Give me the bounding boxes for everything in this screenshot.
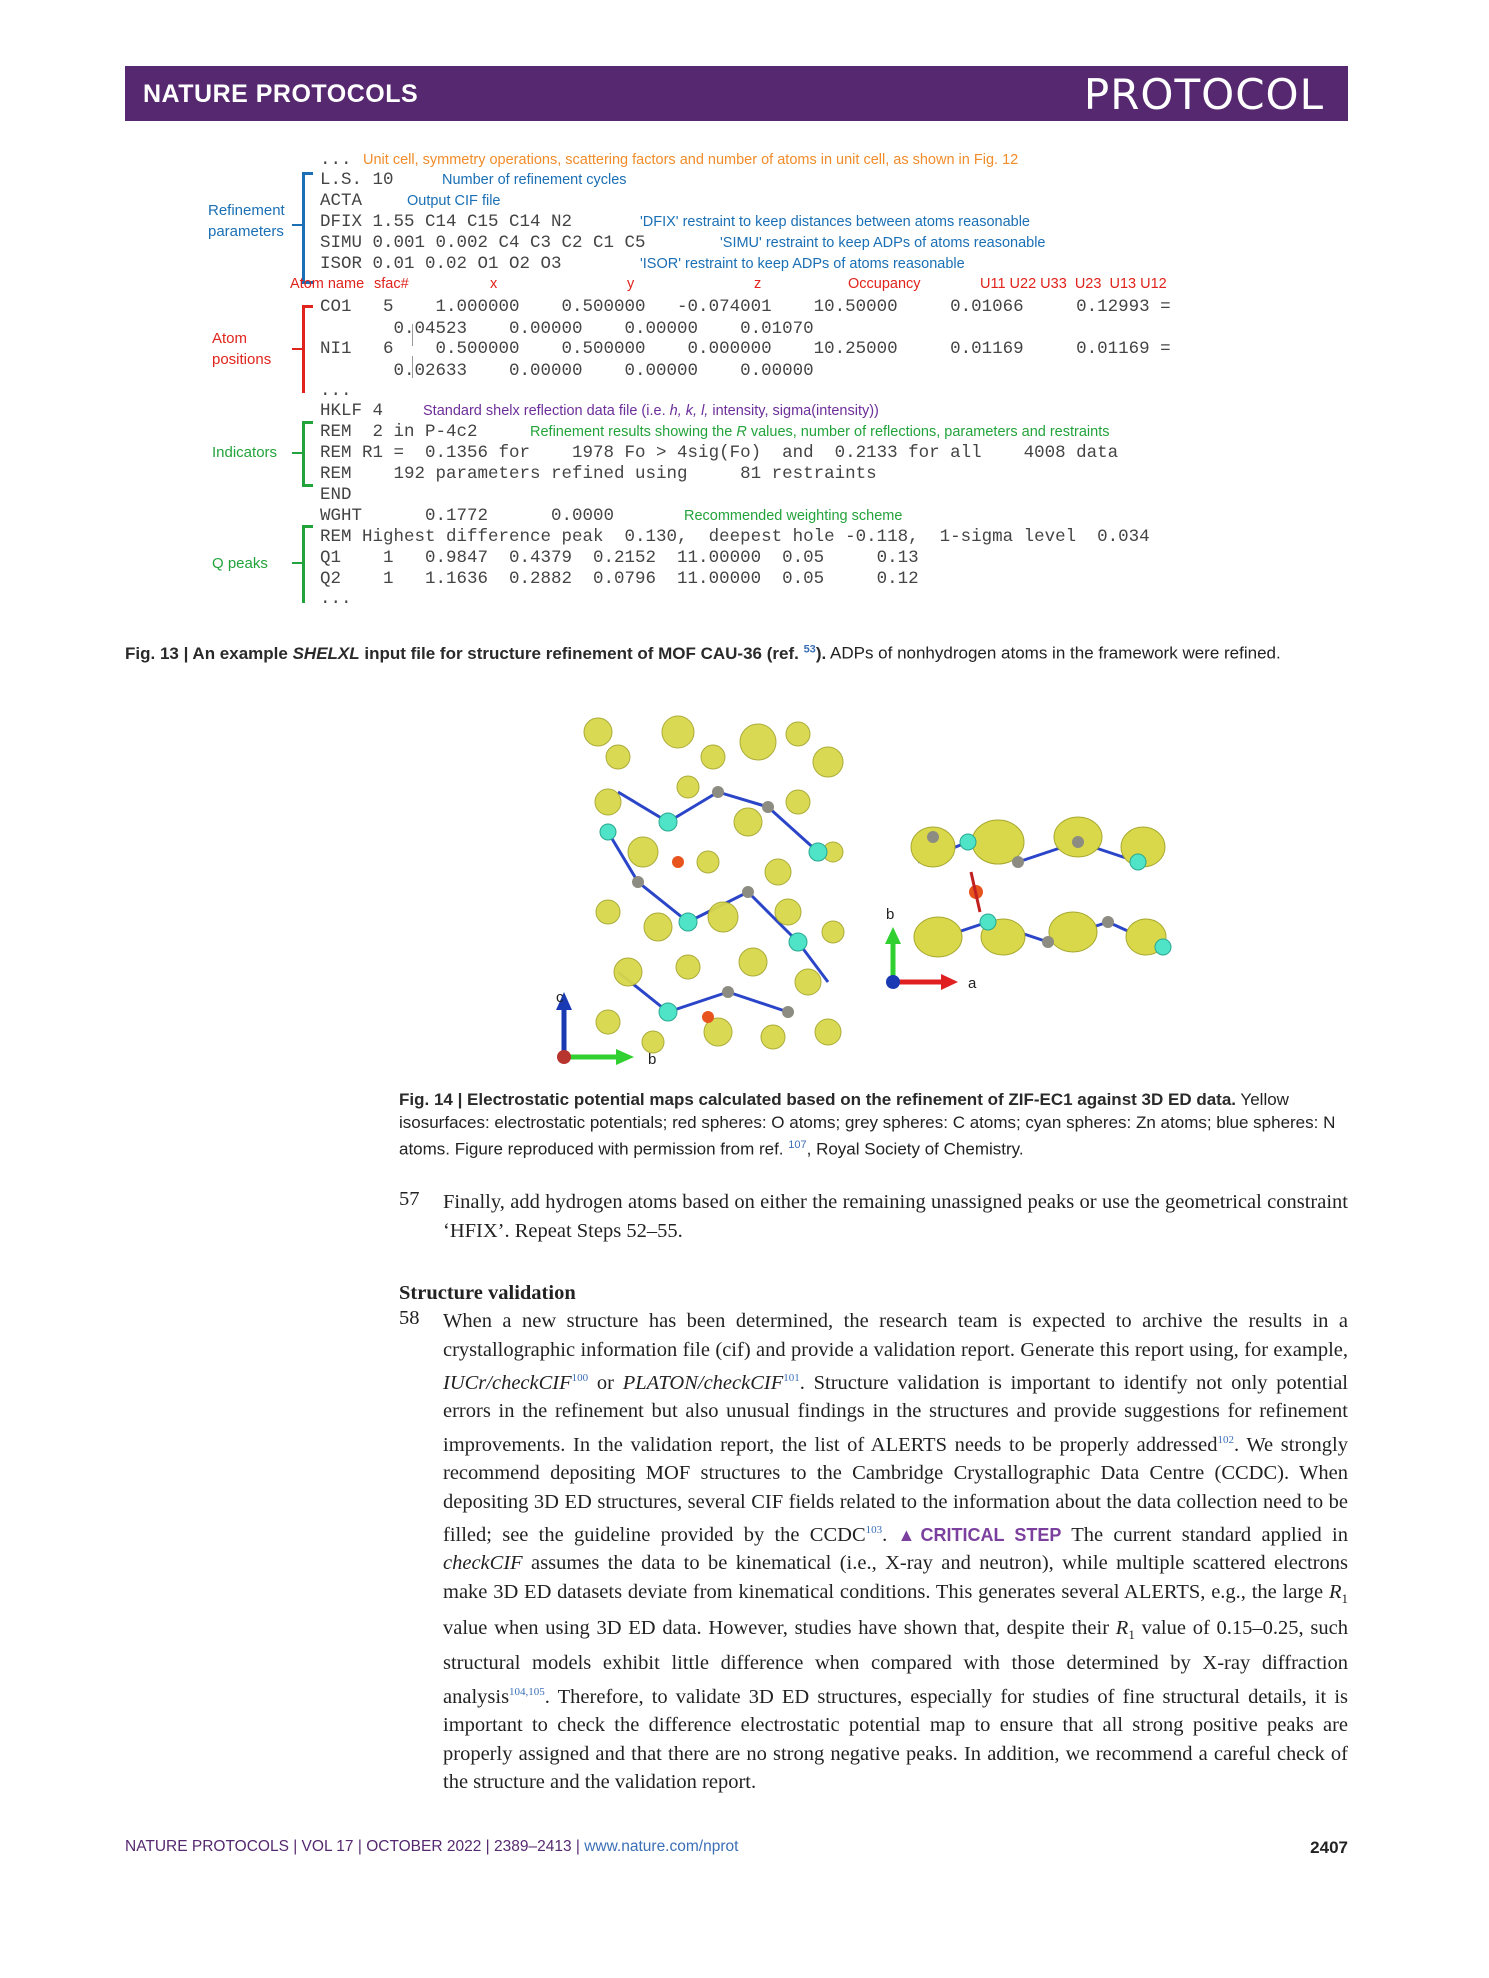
code-line-qpeak: Q1 1 0.9847 0.4379 0.2152 11.00000 0.05 0.13 [320, 548, 919, 568]
column-header-y: y [627, 276, 635, 292]
code-line: REM 192 parameters refined using 81 restraints [320, 464, 877, 484]
code-line: L.S. 10 [320, 170, 394, 190]
figure-13-shelxl-listing [0, 0, 1489, 640]
code-line: ... [320, 589, 352, 609]
axis-label-c: c [556, 989, 564, 1006]
annotation-refinement-results: Refinement results showing the R values, number of reflections, parameters and restraints [530, 424, 1110, 440]
code-line-qpeak: Q2 1 1.1636 0.2882 0.0796 11.00000 0.05 0.12 [320, 569, 919, 589]
column-header-z: z [754, 276, 762, 292]
group-label-q-peaks: Q peaks [212, 555, 268, 572]
bracket-tick-qpeaks [292, 562, 302, 564]
axis-label-a: a [968, 975, 977, 992]
column-header-x: x [490, 276, 498, 292]
critical-step-label: ▲CRITICAL STEP [897, 1524, 1062, 1545]
step-57-text: Finally, add hydrogen atoms based on either the remaining unassigned peaks or use the geometrical constraint ‘HFIX’. Repeat Steps 52–55. [443, 1191, 1348, 1242]
annotation: 'ISOR' restraint to keep ADPs of atoms reasonable [640, 256, 965, 272]
page-footer [125, 1838, 1348, 1856]
step-number: 58 [399, 1307, 420, 1329]
code-line: REM Highest difference peak 0.130, deepest hole -0.118, 1-sigma level 0.034 [320, 527, 1150, 547]
figure-14-electrostatic-maps [548, 712, 1368, 1082]
figure-13-caption: Fig. 13 | An example SHELXL input file for structure refinement of MOF CAU-36 (ref. $^{53}$). ADPs of nonhydrogen atoms in the framework were refined. [125, 643, 1281, 663]
column-header-atom-name: Atom name [290, 276, 365, 292]
annotation: Number of refinement cycles [442, 172, 627, 188]
axis-label-b: b [886, 906, 895, 923]
column-header-occupancy: Occupancy [848, 276, 921, 292]
step-58-text: When a new structure has been determined, the research team is expected to archive the results in a crystallographic information file (cif) and provide a validation report. Generate this report using, for example, IUCr/checkCIF$^{100}$ or PLATON/checkCIF$^{101}$. Structure validation is important to identify not only potential errors in the refinement but also unusual findings in the structures and provide suggestions for refinement improvements. In the validation report, the list of ALERTS needs to be properly addressed$^{102}$. We strongly recommend depositing MOF structures to the Cambridge Crystallographic Data Centre (CCDC). When depositing 3D ED structures, several CIF fields related to the information about the data collection need to be filled; see the guideline provided by the CCDC$^{103}$. ▲CRITICAL STEP The current standard applied in checkCIF assumes the data to be kinematical (i.e., X-ray and neutron), while multiple scattered electrons make 3D ED datasets deviate from kinematical conditions. This generates several ALERTS, e.g., the large $R_1$ value when using 3D ED data. However, studies have shown that, despite their $R_1$ value of 0.15–0.25, such structural models exhibit little difference when compared with those determined by X-ray diffraction analysis$^{104,105}$. Therefore, to validate 3D ED structures, especially for studies of fine structural details, it is important to check the difference electrostatic potential map to ensure that all strong positive peaks are properly assigned and that there are no strong negative peaks. In addition, we recommend a careful check of the structure and the validation report. [443, 1310, 1349, 1793]
bracket-tick-atom [292, 348, 302, 350]
footer-citation: NATURE PROTOCOLS | VOL 17 | OCTOBER 2022 | 2389–2413 | [125, 1838, 585, 1855]
annotation: 'SIMU' restraint to keep ADPs of atoms reasonable [720, 235, 1046, 251]
code-line-atom-cont: 0.02633 0.00000 0.00000 0.00000 [320, 361, 814, 381]
code-line: WGHT 0.1772 0.0000 [320, 506, 615, 526]
code-line: DFIX 1.55 C14 C15 C14 N2 [320, 212, 573, 232]
bracket-q-peaks [302, 525, 313, 603]
code-line: SIMU 0.001 0.002 C4 C3 C2 C1 C5 [320, 233, 646, 253]
group-label-indicators: Indicators [212, 444, 278, 461]
article-type: PROTOCOL [1083, 70, 1324, 119]
bracket-tick-refinement [292, 224, 302, 226]
figure-14-caption: Fig. 14 | Electrostatic potential maps calculated based on the refinement of ZIF-EC1 against 3D ED data. Yellow isosurfaces: electrostatic potentials; red spheres: O atoms; grey spheres: C atoms; cyan spheres: Zn atoms; blue spheres: N atoms. Figure reproduced with permission from ref. $^{107}$, Royal Society of Chemistry. [399, 1090, 1336, 1159]
column-header-sfac: sfac# [374, 276, 409, 292]
axis-label-b: b [648, 1051, 657, 1068]
journal-name: NATURE PROTOCOLS [143, 80, 419, 108]
bracket-atom-positions [302, 305, 313, 393]
footer-url[interactable]: www.nature.com/nprot [584, 1838, 739, 1855]
code-line: REM 2 in P-4c2 [320, 422, 478, 442]
page-number: 2407 [1310, 1838, 1348, 1857]
bracket-tick-indicators [292, 452, 302, 454]
code-line: ACTA [320, 191, 363, 211]
group-label-atom-positions: Atom positions [212, 330, 272, 368]
annotation-weighting: Recommended weighting scheme [684, 508, 903, 524]
bracket-refinement [302, 172, 313, 284]
code-line-atom-cont: 0.04523 0.00000 0.00000 0.01070 [320, 319, 814, 339]
code-line: ... [320, 150, 352, 170]
annotation: 'DFIX' restraint to keep distances between atoms reasonable [640, 214, 1030, 230]
code-line-atom: CO1 5 1.000000 0.500000 -0.074001 10.50000 0.01066 0.12993 = [320, 297, 1171, 317]
bracket-indicators [302, 421, 313, 487]
code-line-atom: NI1 6 0.500000 0.500000 0.000000 10.25000 0.01169 0.01169 = [320, 339, 1171, 359]
annotation: Unit cell, symmetry operations, scattering factors and number of atoms in unit cell, as shown in Fig. 12 [363, 152, 1019, 168]
column-header-adps: U11 U22 U33 U23 U13 U12 [980, 276, 1167, 292]
figure-14-right-panel [885, 817, 1173, 990]
annotation: Output CIF file [407, 193, 501, 209]
annotation-hklf: Standard shelx reflection data file (i.e. h, k, l, intensity, sigma(intensity)) [423, 403, 879, 419]
figure-14-left-panel [556, 712, 858, 1065]
section-heading: Structure validation [399, 1282, 576, 1304]
code-line: END [320, 485, 352, 505]
group-label-refinement: Refinement parameters [208, 202, 285, 240]
code-line: HKLF 4 [320, 401, 384, 421]
code-line: ISOR 0.01 0.02 O1 O2 O3 [320, 254, 562, 274]
code-line: REM R1 = 0.1356 for 1978 Fo > 4sig(Fo) and 0.2133 for all 4008 data [320, 443, 1119, 463]
step-number: 57 [399, 1188, 420, 1210]
code-line: ... [320, 381, 352, 401]
